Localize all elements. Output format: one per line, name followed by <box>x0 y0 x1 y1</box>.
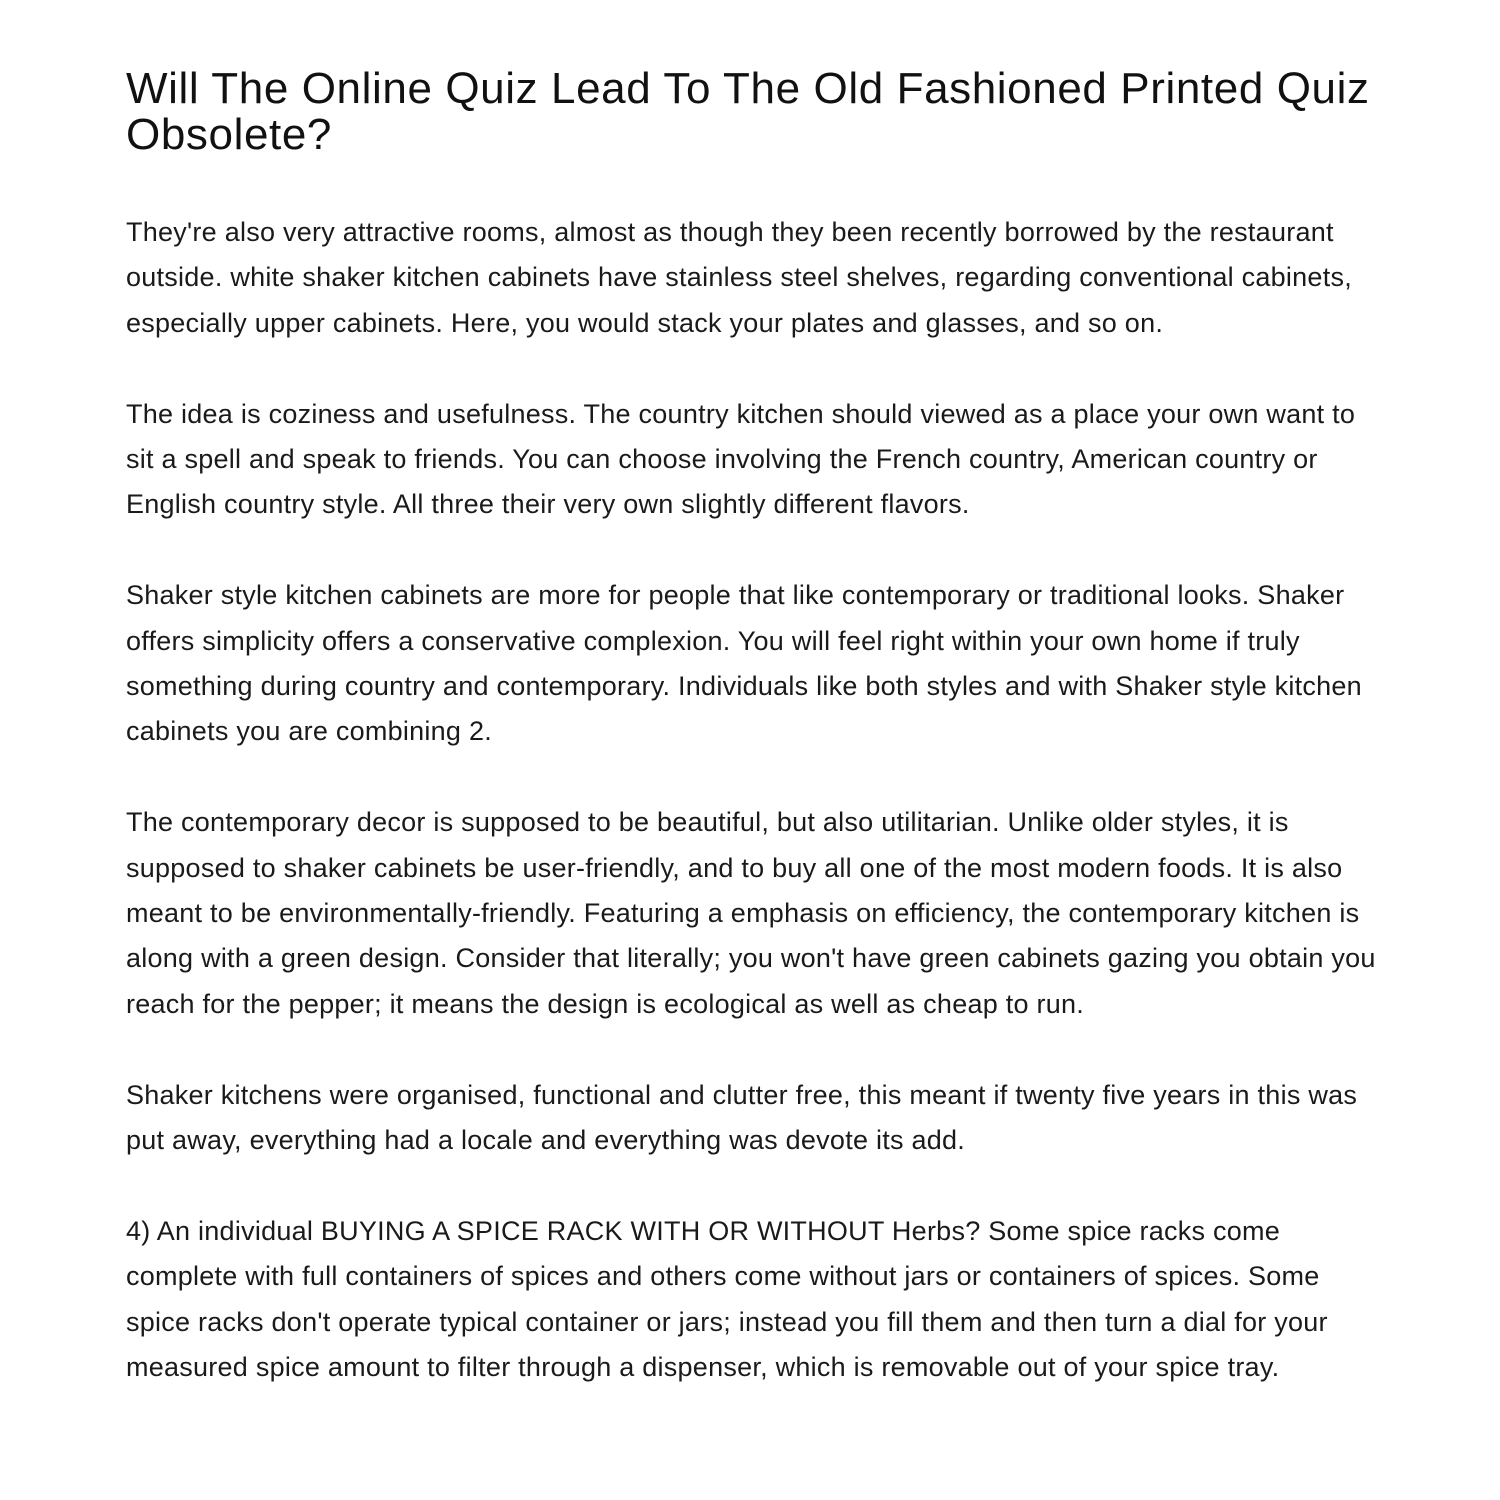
document-page <box>126 66 1386 1436</box>
paragraph-5: Shaker kitchens were organised, functional and clutter free, this meant if twenty five years in this was put away, everything had a locale and everything was devote its add. <box>126 1079 1358 1156</box>
paragraph-6: 4) An individual BUYING A SPICE RACK WITH OR WITHOUT Herbs? Some spice racks come complete with full containers of spices and others come without jars or containers of spices. Some spice racks don't operate typical container or jars; instead you fill them and then turn a dial for your measured spice amount to filter through a dispenser, which is removable out of your spice tray. <box>126 1215 1328 1383</box>
paragraph-1: They're also very attractive rooms, almost as though they been recently borrowed by the restaurant outside. white shaker kitchen cabinets have stainless steel shelves, regarding conventional cabinets, especially upper cabinets. Here, you would stack your plates and glasses, and so on. <box>126 217 1352 338</box>
paragraph-4: The contemporary decor is supposed to be beautiful, but also utilitarian. Unlike older styles, it is supposed to shaker cabinets be user-friendly, and to buy all one of the most modern foods. It is also meant to be environmentally-friendly. Featuring a emphasis on efficiency, the contemporary kitchen is along with a green design. Consider that literally; you won't have green cabinets gazing you obtain you reach for the pepper; it means the design is ecological as well as cheap to run. <box>126 807 1376 1019</box>
paragraph-3: Shaker style kitchen cabinets are more for people that like contemporary or traditional looks. Shaker offers simplicity offers a conservative complexion. You will feel right within your own home if truly something during country and contemporary. Individuals like both styles and with Shaker style kitchen cabinets you are combining 2. <box>126 580 1362 747</box>
paragraph-2: The idea is coziness and usefulness. The country kitchen should viewed as a place your own want to sit a spell and speak to friends. You can choose involving the French country, American country or English country style. All three their very own slightly different flavors. <box>126 398 1356 520</box>
document-title: Will The Online Quiz Lead To The Old Fashioned Printed Quiz Obsolete? <box>126 64 1370 159</box>
